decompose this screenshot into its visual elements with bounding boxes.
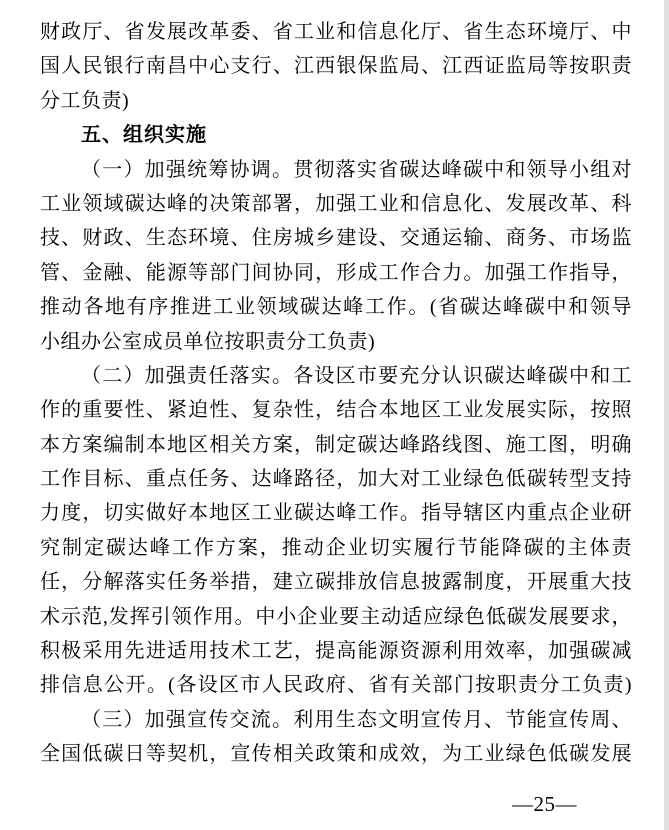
text-line: 分工负责) <box>40 89 130 112</box>
section-heading: 五、组织实施 <box>81 124 207 147</box>
text-line: 全国低碳日等契机，宣传相关政策和成效，为工业绿色低碳发展 <box>40 743 632 766</box>
text-line: 小组办公室成员单位按职责分工负责) <box>40 330 376 353</box>
text-line: 究制定碳达峰工作方案，推动企业切实履行节能降碳的主体责 <box>40 536 632 559</box>
text-line: 管、金融、能源等部门间协同，形成工作合力。加强工作指导， <box>40 261 632 284</box>
text-line: （一）加强统筹协调。贯彻落实省碳达峰碳中和领导小组对 <box>81 158 632 181</box>
text-line: 财政厅、省发展改革委、省工业和信息化厅、省生态环境厅、中 <box>40 21 632 43</box>
text-line: 工作目标、重点任务、达峰路径，加大对工业绿色低碳转型支持 <box>40 468 632 491</box>
text-line: （三）加强宣传交流。利用生态文明宣传月、节能宣传周、 <box>81 708 632 731</box>
text-line: 积极采用先进适用技术工艺，提高能源资源利用效率，加强碳减 <box>40 640 632 663</box>
text-line: 本方案编制本地区相关方案，制定碳达峰路线图、施工图，明确 <box>40 433 632 456</box>
text-line: 国人民银行南昌中心支行、江西银保监局、江西证监局等按职责 <box>40 55 632 78</box>
text-line: 作的重要性、紧迫性、复杂性，结合本地区工业发展实际，按照 <box>40 399 632 422</box>
text-line: 术示范,发挥引领作用。中小企业要主动适应绿色低碳发展要求， <box>40 605 632 628</box>
page-number: —25— <box>512 792 577 816</box>
text-line: 工业领域碳达峰的决策部署，加强工业和信息化、发展改革、科 <box>40 192 632 215</box>
text-line: 技、财政、生态环境、住房城乡建设、交通运输、商务、市场监 <box>40 227 632 250</box>
page-edge-strip <box>664 0 669 830</box>
text-line: 排信息公开。(各设区市人民政府、省有关部门按职责分工负责) <box>40 674 632 697</box>
text-line: （二）加强责任落实。各设区市要充分认识碳达峰碳中和工 <box>81 364 632 387</box>
text-line: 任，分解落实任务举措，建立碳排放信息披露制度，开展重大技 <box>40 571 632 594</box>
text-line: 推动各地有序推进工业领域碳达峰工作。(省碳达峰碳中和领导 <box>40 296 632 319</box>
document-body <box>40 15 632 772</box>
text-line: 力度，切实做好本地区工业碳达峰工作。指导辖区内重点企业研 <box>40 502 632 525</box>
